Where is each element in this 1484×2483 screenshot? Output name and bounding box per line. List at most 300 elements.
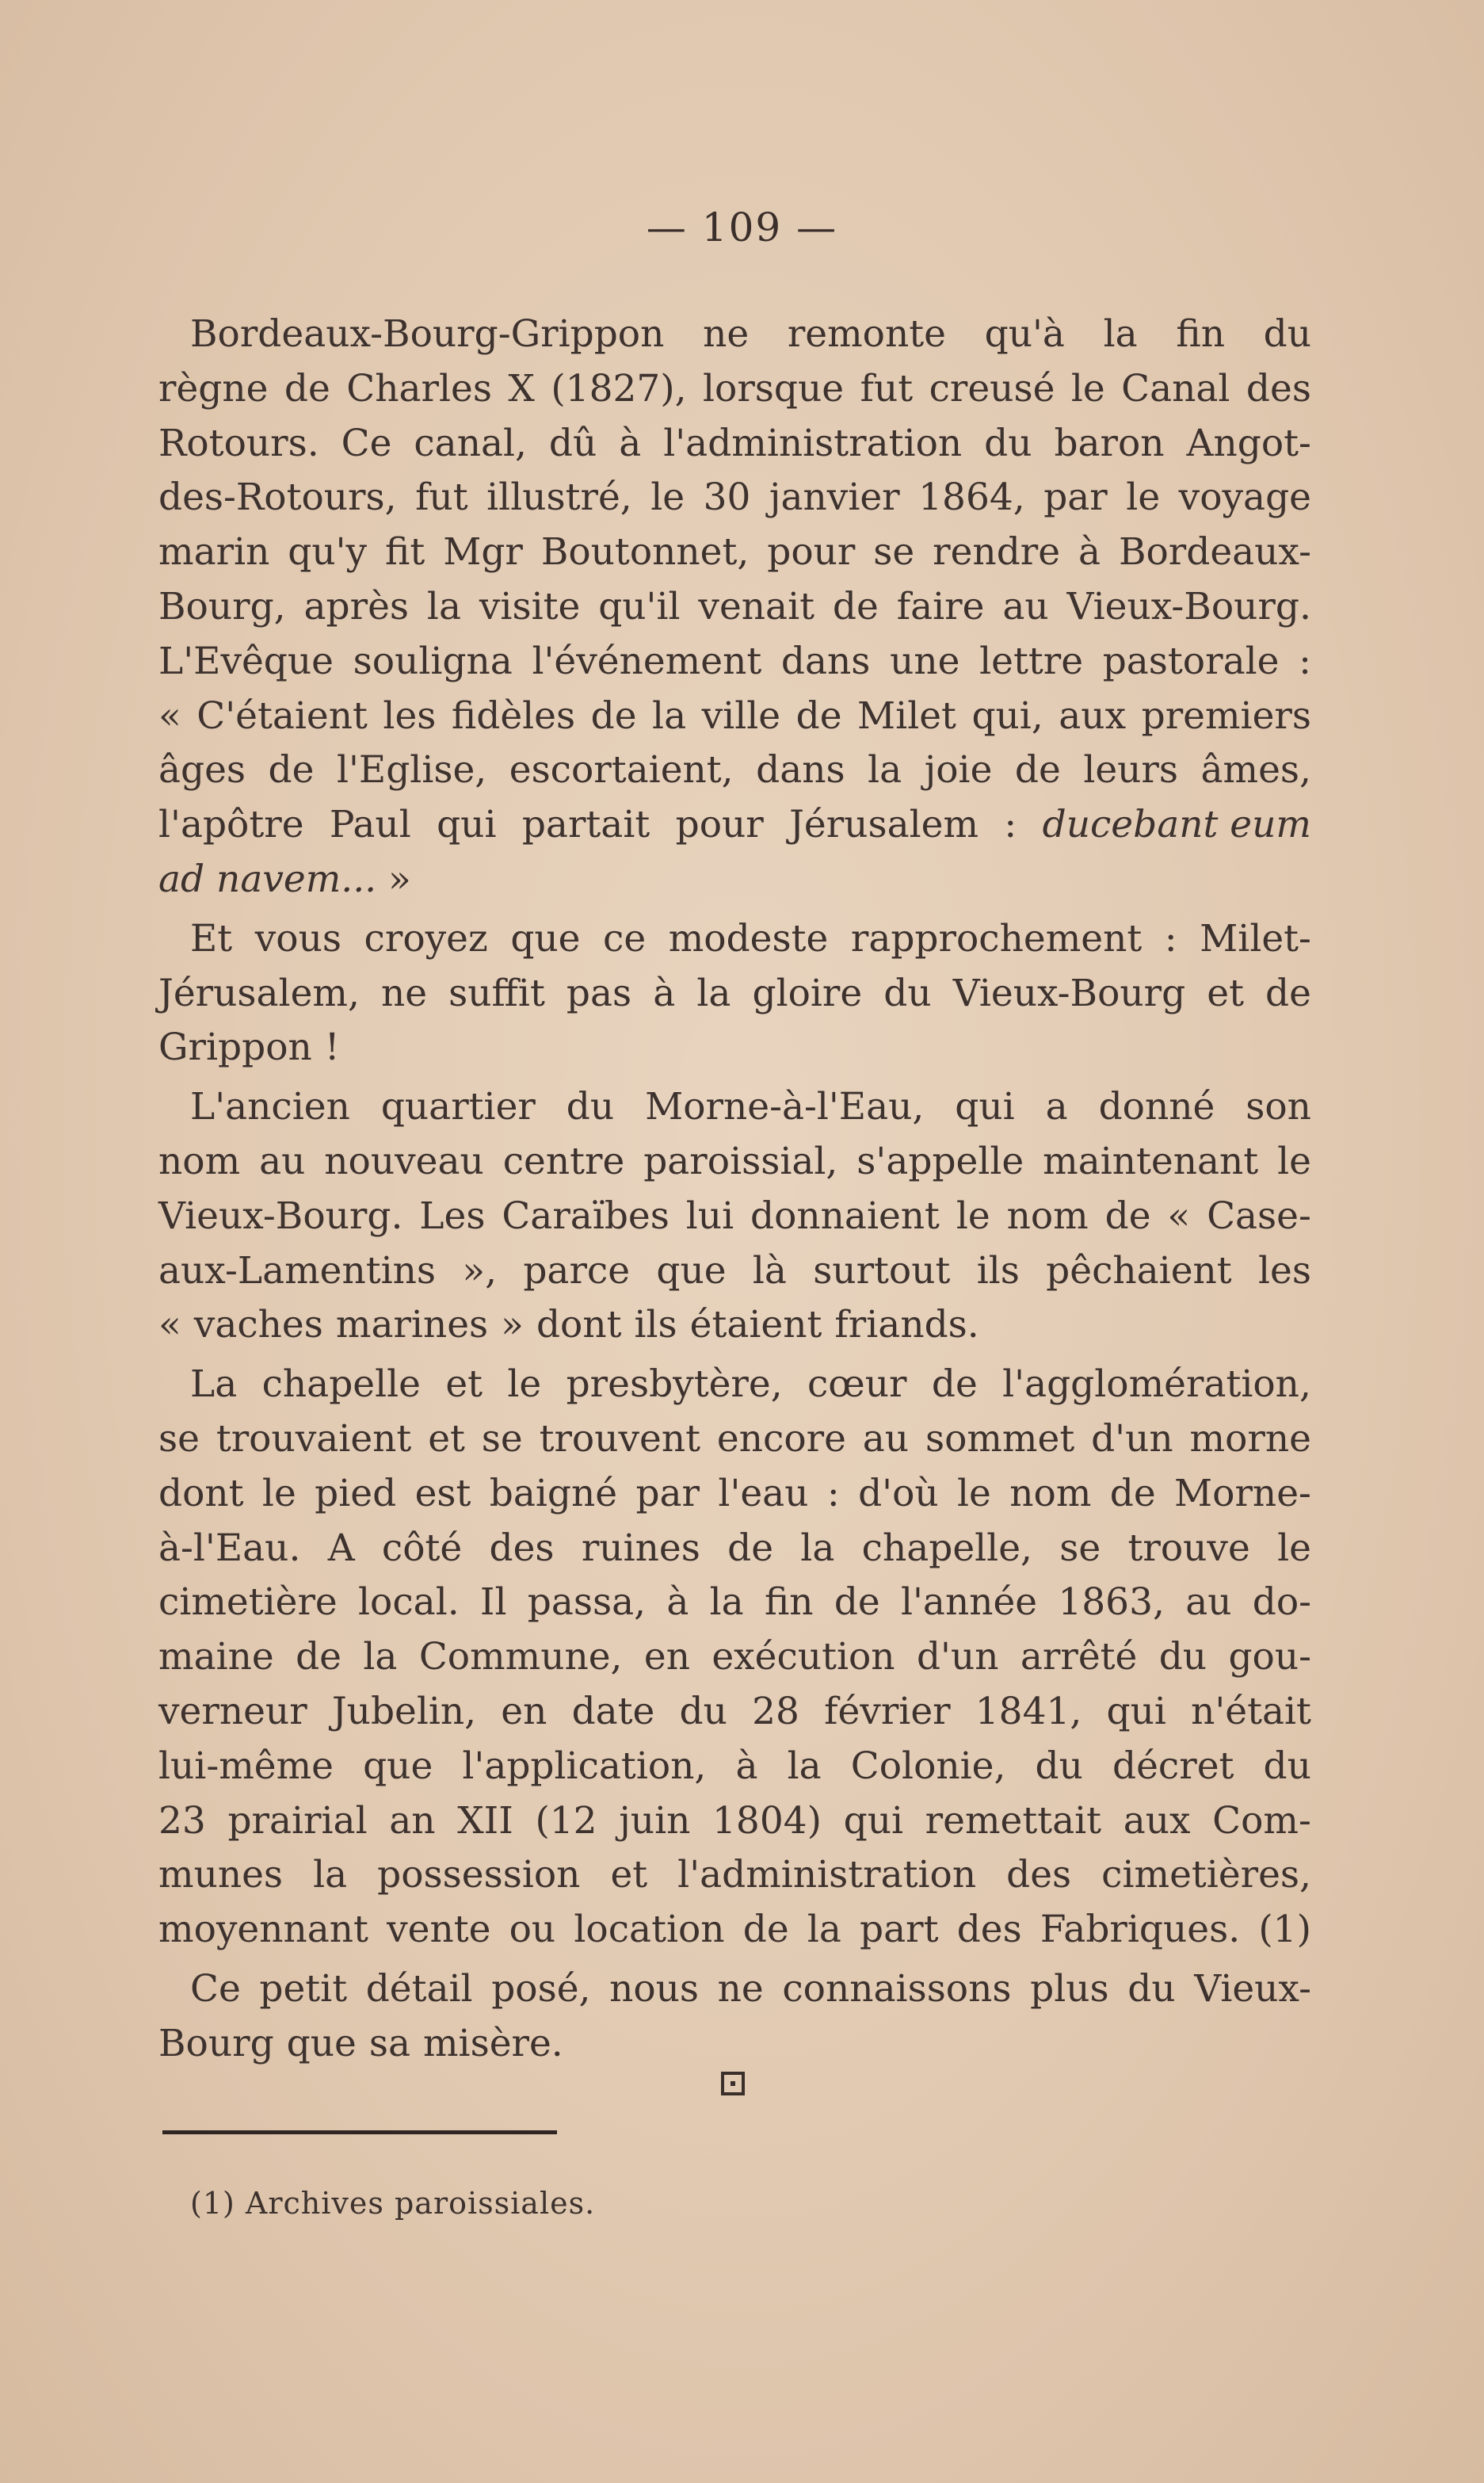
word: cimetières,: [1101, 1853, 1311, 1897]
text-line: [158, 1740, 1311, 1794]
word: d'où: [858, 1471, 939, 1515]
word: (12: [535, 1798, 597, 1843]
word: la: [652, 693, 687, 738]
word: du: [1035, 1744, 1083, 1788]
word: Il: [479, 1580, 507, 1625]
word: rapprochement: [850, 916, 1143, 961]
word: a: [1045, 1085, 1068, 1129]
word: aux: [1059, 693, 1127, 738]
word: au: [1185, 1580, 1232, 1625]
word: cœur: [807, 1362, 907, 1407]
word: nom: [158, 1139, 241, 1183]
word: leurs: [1083, 748, 1179, 793]
word: ne: [717, 1966, 764, 2011]
word: joie: [924, 748, 993, 793]
text-line-mixed: [158, 798, 1311, 853]
word: ville: [701, 693, 781, 738]
word: parce: [523, 1248, 631, 1293]
word: dans: [780, 639, 871, 683]
word: fidèles: [451, 693, 576, 738]
body-text: [158, 308, 1311, 2072]
word: Ce: [190, 1966, 241, 2011]
word: :: [826, 1471, 840, 1515]
footnote-divider: [162, 2130, 557, 2134]
word: Morne-à-l'Eau,: [645, 1085, 925, 1129]
word: dans: [756, 748, 845, 793]
word: C'étaient: [196, 693, 368, 738]
word: ruines: [581, 1526, 700, 1570]
word: fin: [764, 1580, 814, 1625]
word: petit: [259, 1966, 348, 2011]
word: de: [1109, 1471, 1156, 1515]
word: la: [709, 1580, 744, 1625]
text-line: [158, 635, 1311, 690]
word: pas: [566, 971, 632, 1015]
text-line: [158, 1412, 1311, 1467]
word: »,: [462, 1248, 498, 1293]
word: Et: [190, 916, 233, 961]
word: du: [566, 1085, 615, 1129]
word: XII: [457, 1798, 513, 1843]
text-line: [158, 1903, 1311, 1958]
word: âges: [158, 748, 246, 793]
word: dû: [548, 421, 597, 465]
word: an: [389, 1798, 436, 1843]
word: le: [507, 1362, 542, 1407]
word: munes: [158, 1853, 284, 1897]
word: détail: [365, 1966, 473, 2011]
word: trouve: [1127, 1526, 1250, 1570]
word: et: [445, 1362, 483, 1407]
word: local.: [358, 1580, 460, 1625]
latin-quote: ducebant eum: [1042, 803, 1311, 847]
text-line: [158, 525, 1311, 580]
word: dont: [536, 1303, 622, 1347]
word: du: [679, 1689, 727, 1733]
word: le: [1277, 1139, 1311, 1183]
word: Morne-: [1174, 1471, 1311, 1515]
text-line: [158, 1685, 1311, 1740]
word: du: [1158, 1635, 1207, 1679]
word: de: [284, 366, 330, 411]
word: marines: [335, 1303, 489, 1347]
text-line: [158, 1794, 1311, 1849]
word: le: [1277, 1526, 1311, 1570]
text-line: [158, 1135, 1311, 1190]
latin-quote-end: ad navem...: [158, 857, 377, 901]
word: pêchaient: [1046, 1248, 1232, 1293]
word: fit: [385, 530, 425, 575]
word: Charles: [346, 366, 492, 411]
word: Rotours.: [158, 421, 319, 465]
word: des-Rotours,: [158, 476, 397, 520]
word: les: [1258, 1248, 1311, 1293]
word: croyez: [364, 916, 488, 961]
word: de: [834, 1580, 880, 1625]
word: passa,: [527, 1580, 647, 1625]
word: à-l'Eau.: [158, 1526, 301, 1570]
word: Mgr: [443, 530, 523, 575]
text-line: [158, 1848, 1311, 1903]
word: au: [1002, 584, 1049, 628]
word: trouvaient: [216, 1416, 412, 1461]
text-line: [158, 1021, 1311, 1075]
word: suffit: [448, 971, 545, 1015]
word: par: [1043, 476, 1108, 520]
word: la: [787, 1744, 822, 1788]
word: cimetière: [158, 1580, 338, 1625]
word: le: [1070, 366, 1105, 411]
word: du: [984, 421, 1032, 465]
word: ils: [634, 1303, 677, 1347]
text-line: [158, 1190, 1311, 1244]
word: paroissial,: [643, 1139, 838, 1183]
word: du: [1263, 1744, 1311, 1788]
word: nous: [609, 1966, 700, 2011]
word: du: [1127, 1966, 1176, 2011]
word: «: [1167, 1194, 1191, 1238]
word: des: [1006, 1853, 1072, 1897]
word: Caraïbes: [502, 1194, 670, 1238]
word: l'année: [900, 1580, 1038, 1625]
word: s'appelle: [856, 1139, 1024, 1183]
word: de: [727, 1526, 774, 1570]
word: Angot-: [1186, 421, 1311, 465]
word: et: [428, 1416, 465, 1461]
word: des: [489, 1526, 555, 1570]
word: qui: [843, 1798, 904, 1843]
word: Canal: [1121, 366, 1230, 411]
word: la: [426, 584, 461, 628]
word: est: [414, 1471, 471, 1515]
text-line: [158, 2017, 1311, 2072]
word: Grippon: [158, 1026, 312, 1070]
word: la: [1103, 312, 1138, 356]
word: l'application,: [462, 1744, 707, 1788]
word: au: [259, 1139, 306, 1183]
word: à: [666, 1580, 689, 1625]
word: A: [327, 1526, 355, 1570]
word: une: [890, 639, 960, 683]
word: «: [158, 1303, 181, 1347]
word: escortaient,: [509, 748, 734, 793]
word: verneur: [158, 1689, 307, 1733]
word: de: [268, 748, 315, 793]
word: chapelle: [261, 1362, 421, 1407]
paragraph-2: [158, 912, 1311, 1075]
word: vous: [254, 916, 341, 961]
word: qu'y: [288, 530, 368, 575]
word: sa: [368, 2021, 410, 2065]
word: au: [862, 1416, 910, 1461]
word: remonte: [787, 312, 946, 356]
word: de: [795, 693, 842, 738]
word: de: [1104, 1194, 1151, 1238]
word: nouveau: [324, 1139, 484, 1183]
word: remettait: [925, 1798, 1102, 1843]
word: fut: [860, 366, 914, 411]
text-line: [158, 690, 1311, 744]
text-line: [158, 743, 1311, 798]
word: marin: [158, 530, 270, 575]
word: en: [501, 1689, 547, 1733]
word: à: [735, 1744, 758, 1788]
word: maintenant: [1043, 1139, 1259, 1183]
word: se: [1059, 1526, 1101, 1570]
word: do-: [1252, 1580, 1311, 1625]
word: modeste: [668, 916, 829, 961]
word: fin: [1176, 312, 1225, 356]
word: :: [1299, 639, 1311, 683]
text-line: [158, 1244, 1311, 1299]
text-line: [158, 580, 1311, 635]
word: l'eau: [718, 1471, 809, 1515]
word: Commune,: [418, 1635, 623, 1679]
word: Colonie,: [850, 1744, 1006, 1788]
word: ne: [380, 971, 428, 1015]
word: à: [619, 421, 642, 465]
word: du: [883, 971, 932, 1015]
word: la: [807, 1908, 841, 1952]
word: l'événement: [532, 639, 762, 683]
word: le: [956, 1194, 990, 1238]
word: les: [383, 693, 437, 738]
word: baron: [1054, 421, 1165, 465]
word: Jubelin,: [331, 1689, 477, 1733]
word: vente: [387, 1908, 491, 1952]
word: la: [868, 748, 902, 793]
word: illustré,: [486, 476, 632, 520]
text-line: [158, 912, 1311, 967]
word: à: [1078, 530, 1101, 575]
word: chapelle,: [861, 1526, 1032, 1570]
word: part: [860, 1908, 939, 1952]
word: 1804): [712, 1798, 822, 1843]
word: centre: [502, 1139, 625, 1183]
word: (1827),: [551, 366, 687, 411]
word: et: [610, 1853, 648, 1897]
word: la: [363, 1635, 398, 1679]
word: l'Eglise,: [336, 748, 487, 793]
text-line: [158, 1358, 1311, 1412]
word: le: [1126, 476, 1161, 520]
word: L'ancien: [190, 1085, 350, 1129]
word: vaches: [193, 1303, 323, 1347]
word: (1): [1258, 1908, 1311, 1952]
text-line: [158, 1467, 1311, 1522]
word: à: [653, 971, 676, 1015]
word: 1864,: [918, 476, 1025, 520]
word: après: [303, 584, 410, 628]
word: Vieux-Bourg.: [158, 1194, 403, 1238]
text-line: [158, 362, 1311, 417]
word: février: [824, 1689, 951, 1733]
word: donnaient: [750, 1194, 940, 1238]
word: venait: [698, 584, 814, 628]
word: gou-: [1228, 1635, 1311, 1679]
word: de: [590, 693, 637, 738]
word: décret: [1112, 1744, 1234, 1788]
word: aux: [1123, 1798, 1191, 1843]
word: côté: [381, 1526, 463, 1570]
word: que: [510, 916, 581, 961]
word: 1863,: [1058, 1580, 1165, 1625]
closing-quote: »: [376, 857, 411, 901]
text-line: [158, 1576, 1311, 1630]
word: de: [1014, 748, 1061, 793]
word: ce: [603, 916, 647, 961]
word: presbytère,: [566, 1362, 783, 1407]
word: pied: [315, 1471, 397, 1515]
paragraph-3: [158, 1080, 1311, 1353]
word: l'apôtre: [158, 803, 304, 847]
word: Milet-: [1200, 916, 1311, 961]
word: Jérusalem,: [158, 971, 360, 1015]
word: et: [1207, 971, 1244, 1015]
word: qui,: [971, 693, 1043, 738]
word: qu'à: [984, 312, 1065, 356]
word: Bordeaux-: [1118, 530, 1311, 575]
word: lettre: [979, 639, 1084, 683]
footnote: (1) Archives paroissiales.: [190, 2186, 596, 2221]
word: l'administration: [663, 421, 963, 465]
word: ne: [703, 312, 750, 356]
word: encore: [716, 1416, 846, 1461]
word: rendre: [933, 530, 1061, 575]
word: lui-même: [158, 1744, 334, 1788]
word: la: [313, 1853, 348, 1897]
word: Bordeaux-Bourg-Grippon: [190, 312, 665, 356]
word: le: [261, 1471, 296, 1515]
word: Ce: [341, 421, 392, 465]
word: se: [873, 530, 915, 575]
word: Bourg,: [158, 584, 286, 628]
text-line: [158, 967, 1311, 1022]
word: :: [1004, 803, 1017, 847]
word: du: [1263, 312, 1311, 356]
text-line: [158, 1080, 1311, 1135]
word: Fabriques.: [1040, 1908, 1241, 1952]
text-line: [158, 1298, 1311, 1353]
paragraph-1: [158, 308, 1311, 907]
word: friands.: [834, 1303, 979, 1347]
word: nom: [1009, 1471, 1092, 1515]
word: qui: [1106, 1689, 1166, 1733]
word: âmes,: [1200, 748, 1311, 793]
word: 23: [158, 1798, 206, 1843]
text-line: [158, 1962, 1311, 2017]
word: de: [931, 1362, 978, 1407]
word: étaient: [689, 1303, 822, 1347]
word: pastorale: [1102, 639, 1280, 683]
word: trouvent: [539, 1416, 701, 1461]
word: l'administration: [677, 1853, 977, 1897]
word: de: [1265, 971, 1311, 1015]
word: des: [956, 1908, 1022, 1952]
word: règne: [158, 366, 269, 411]
word: de: [742, 1908, 789, 1952]
word: quartier: [380, 1085, 536, 1129]
word: faire: [896, 584, 985, 628]
word: donné: [1098, 1085, 1215, 1129]
word: la: [696, 971, 731, 1015]
word: X: [508, 366, 535, 411]
word: 1841,: [975, 1689, 1082, 1733]
word: le: [650, 476, 685, 520]
word: lorsque: [703, 366, 845, 411]
word: la: [800, 1526, 835, 1570]
word: de: [832, 584, 879, 628]
word: voyage: [1178, 476, 1311, 520]
text-line-closing: [158, 853, 1311, 907]
word: misère.: [422, 2021, 563, 2065]
word: que: [286, 2021, 357, 2065]
word: premiers: [1141, 693, 1311, 738]
word: de: [296, 1635, 341, 1679]
word: souligna: [353, 639, 513, 683]
word: n'était: [1191, 1689, 1311, 1733]
word: visite: [479, 584, 581, 628]
word: pour: [767, 530, 856, 575]
page-number: — 109 —: [646, 204, 838, 250]
word: l'agglomération,: [1002, 1362, 1311, 1407]
word: aux-Lamentins: [158, 1248, 437, 1293]
word: surtout: [813, 1248, 951, 1293]
word: location: [574, 1908, 725, 1952]
word: des: [1246, 366, 1311, 411]
word: 28: [752, 1689, 799, 1733]
word: Bourg: [158, 2021, 274, 2065]
word: maine: [158, 1635, 274, 1679]
word: le: [957, 1471, 991, 1515]
word: sommet: [925, 1416, 1075, 1461]
word: janvier: [769, 476, 900, 520]
word: Les: [419, 1194, 486, 1238]
word: L'Evêque: [158, 639, 334, 683]
word: Case-: [1207, 1194, 1311, 1238]
word: en: [643, 1635, 690, 1679]
text-line: [158, 471, 1311, 525]
text-line: [158, 1630, 1311, 1685]
text-line: [158, 308, 1311, 362]
word: ou: [509, 1908, 556, 1952]
word: juin: [619, 1798, 691, 1843]
word: son: [1246, 1085, 1311, 1129]
word: Vieux-: [1194, 1966, 1311, 2011]
word: qui: [437, 803, 497, 847]
word: :: [1164, 916, 1177, 961]
word: moyennant: [158, 1908, 368, 1952]
word: que: [656, 1248, 727, 1293]
word: d'un: [1091, 1416, 1173, 1461]
word: Com-: [1212, 1798, 1311, 1843]
word: creusé: [929, 366, 1055, 411]
text-line: [158, 1522, 1311, 1576]
end-ornament-icon: [721, 2072, 745, 2095]
word: Paul: [329, 803, 411, 847]
word: que: [363, 1744, 433, 1788]
word: morne: [1189, 1416, 1311, 1461]
word: nom: [1006, 1194, 1089, 1238]
word: Vieux-Bourg: [952, 971, 1186, 1015]
word: !: [324, 1026, 340, 1070]
word: ils: [976, 1248, 1020, 1293]
word: fut: [415, 476, 468, 520]
word: canal,: [414, 421, 527, 465]
word: partait: [521, 803, 650, 847]
text-line: [158, 417, 1311, 472]
word: qui: [955, 1085, 1015, 1129]
